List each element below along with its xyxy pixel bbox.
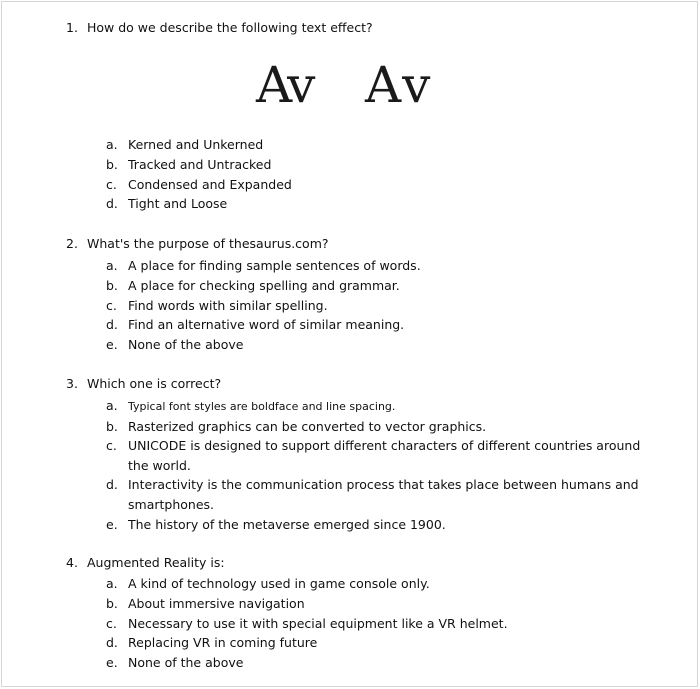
option-1d[interactable] (106, 194, 292, 214)
option-text: Find words with similar spelling. (128, 297, 328, 313)
question-3-number: 3. (66, 376, 78, 391)
option-2a[interactable] (106, 256, 421, 276)
question-4 (66, 555, 225, 571)
option-text: A place for checking spelling and grammar. (128, 277, 400, 293)
question-4-text: Augmented Reality is: (87, 555, 225, 570)
option-text: None of the above (128, 337, 244, 353)
option-text: A kind of technology used in game console only. (128, 576, 430, 591)
option-letter: b. (106, 595, 118, 611)
option-4e[interactable] (106, 653, 508, 673)
option-2b[interactable] (106, 276, 421, 296)
option-3c[interactable] (106, 436, 643, 475)
option-letter: a. (106, 258, 118, 273)
option-2c[interactable] (106, 296, 421, 316)
option-text: Tracked and Untracked (128, 156, 272, 172)
question-3-options (106, 396, 643, 534)
option-letter: e. (106, 516, 118, 532)
option-text: Kerned and Unkerned (128, 137, 264, 152)
option-letter: a. (106, 576, 118, 591)
question-4-options (106, 574, 508, 673)
option-3d[interactable] (106, 475, 643, 514)
option-text: Replacing VR in coming future (128, 635, 318, 651)
question-2-number: 2. (66, 236, 78, 251)
option-1c[interactable] (106, 175, 292, 195)
option-text: Typical font styles are boldface and line spacing. (128, 400, 396, 413)
option-letter: a. (106, 398, 118, 413)
option-letter: b. (106, 277, 118, 293)
option-letter: d. (106, 196, 118, 212)
option-letter: e. (106, 337, 118, 353)
question-2 (66, 236, 329, 252)
option-letter: c. (106, 615, 117, 631)
option-4b[interactable] (106, 594, 508, 614)
question-2-text: What's the purpose of thesaurus.com? (87, 236, 329, 251)
option-1b[interactable] (106, 155, 292, 175)
option-2d[interactable] (106, 315, 421, 335)
option-3e[interactable] (106, 515, 643, 535)
option-letter: d. (106, 635, 118, 651)
option-letter: b. (106, 418, 118, 434)
text-effect-sample (0, 57, 700, 113)
option-4d[interactable] (106, 633, 508, 653)
option-letter: c. (106, 438, 117, 454)
question-1-number: 1. (66, 20, 78, 35)
unkerned-sample: Av (365, 56, 434, 114)
option-3a[interactable] (106, 396, 643, 417)
question-3-text: Which one is correct? (87, 376, 222, 391)
option-text: Necessary to use it with special equipment like a VR helmet. (128, 615, 508, 631)
option-3b[interactable] (106, 417, 643, 437)
option-4a[interactable] (106, 574, 508, 594)
option-letter: d. (106, 477, 118, 493)
option-text: UNICODE is designed to support different characters of different countries around the world. (128, 438, 641, 473)
question-3 (66, 376, 221, 392)
option-text: Condensed and Expanded (128, 176, 292, 192)
question-4-number: 4. (66, 555, 78, 570)
question-1-text: How do we describe the following text effect? (87, 20, 373, 35)
option-letter: c. (106, 176, 117, 192)
question-1 (66, 20, 373, 36)
option-4c[interactable] (106, 614, 508, 634)
option-text: The history of the metaverse emerged since 1900. (128, 516, 446, 532)
option-letter: a. (106, 137, 118, 152)
option-1a[interactable] (106, 135, 292, 155)
option-text: About immersive navigation (128, 595, 305, 611)
option-text: None of the above (128, 655, 244, 671)
option-text: A place for finding sample sentences of words. (128, 258, 421, 273)
option-text: Find an alternative word of similar meaning. (128, 317, 405, 333)
option-letter: e. (106, 655, 118, 671)
option-text: Interactivity is the communication process that takes place between humans and smartphones. (128, 477, 639, 512)
option-letter: c. (106, 297, 117, 313)
option-letter: d. (106, 317, 118, 333)
option-2e[interactable] (106, 335, 421, 355)
option-text: Tight and Loose (128, 196, 228, 212)
kerned-sample: Av (256, 56, 313, 114)
question-1-options (106, 135, 292, 214)
option-letter: b. (106, 156, 118, 172)
option-text: Rasterized graphics can be converted to vector graphics. (128, 418, 487, 434)
question-2-options (106, 256, 421, 355)
